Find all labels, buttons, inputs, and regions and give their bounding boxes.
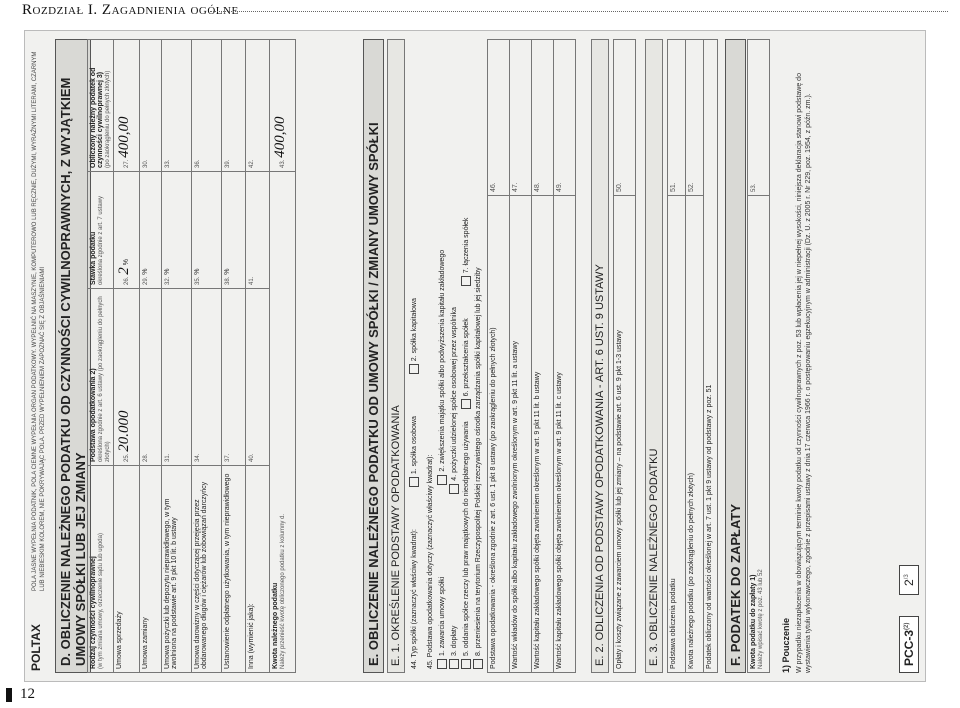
tax-cell: 33. [162, 40, 192, 172]
section-e1-title: E. 1. OKREŚLENIE PODSTAWY OPODATKOWANIA [387, 39, 405, 673]
form-brand: POLTAX [29, 624, 43, 671]
tax-cell: 27. 400,00 [114, 40, 140, 172]
base-cell: 31. [162, 289, 192, 466]
table-row [162, 40, 192, 673]
header-cell: Stawka podatku określona zgodnie z art. 7 ustawy [88, 172, 114, 289]
field-45: 45. Podstawa opodatkowania dotyczy (zaznaczyć właściwy kwadrat): 1. zawarcia umowy spółki 2. zwiększenia majątku spółki albo podwyższenia kapitału zakładowego 3. dopłaty 4. pożyczki udzielonej spółce osobowej przez wspólnika 5. oddania spółce rzeczy lub praw majątkowych do nieodpłatnego używania 6. przekształcenia spółek 7. łączenia spółek 8. przeniesienia na terytorium Rzeczypospolitej Polskiej rzeczywistego ośrodka zarządzania spółki kapitałowej lub jej siedziby [427, 217, 482, 669]
rate-cell: 26. 2 % [114, 172, 140, 289]
checkbox[interactable] [473, 659, 483, 669]
form-page-number: $2^{/3}$ [899, 565, 919, 595]
section-d-title: D. OBLICZENIE NALEŻNEGO PODATKU OD CZYNNOŚCI CYWILNOPRAWNYCH, Z WYJĄTKIEM UMOWY SPÓŁKI LUB JEJ ZMIANY [55, 39, 91, 673]
row-label: Ustanowienie odpłatnego użytkowania, w tym nieprawidłowego [222, 466, 246, 673]
rate-cell: 38. % [222, 172, 246, 289]
scanned-form [24, 30, 926, 682]
base-value: 20.000 [116, 410, 132, 452]
rate-cell: 29. % [140, 172, 162, 289]
section-e3-title: E. 3. OBLICZENIE NALEŻNEGO PODATKU [645, 39, 663, 673]
rate-value: 2 [116, 267, 132, 275]
chapter-title: Rozdział I. Zagadnienia ogólne [22, 2, 239, 18]
base-cell: 37. [222, 289, 246, 466]
tax-cell: 30. [140, 40, 162, 172]
checkbox[interactable] [437, 659, 447, 669]
checkbox[interactable] [409, 477, 419, 487]
tax-cell: 42. [246, 40, 270, 172]
pouczenie-title: 1) Pouczenie [781, 617, 791, 673]
checkbox[interactable] [461, 276, 471, 286]
header-cell: Podstawa opodatkowania 2) określona zgodnie z art. 6 ustawy (po zaokrągleniu do pełnych złotych) [88, 289, 114, 466]
page-number: 12 [20, 686, 35, 702]
header-cell: Obliczony należny podatek od czynności cywilnoprawnej 3) (po zaokrągleniu do pełnych złotych) [88, 40, 114, 172]
form-code: PCC-3$^{(2)}$ [899, 616, 919, 673]
section-f-title: F. PODATEK DO ZAPŁATY [725, 39, 746, 673]
section-e-title: E. OBLICZENIE NALEŻNEGO PODATKU OD UMOWY SPÓŁKI / ZMIANY UMOWY SPÓŁKI [363, 39, 384, 673]
section-d-header-row [88, 40, 114, 673]
form-instructions: POLA JASNE WYPEŁNIA PODATNIK, POLA CIEMNE WYPEŁNIA ORGAN PODATKOWY. WYPEŁNIĆ NA MASZYNIE, KOMPUTEROWO LUB RĘCZNIE, DUŻYMI, WYRAŹNYMI LITERAMI, CZARNYM LUB NIEBIESKIM KOLOREM, NIE POKRYWAJĄC POLA. PRZED WYPEŁNIENIEM ZAPOZNAĆ SIĘ Z OBJAŚNIENIAMI [32, 51, 46, 591]
tax-cell: 36. [192, 40, 222, 172]
total-label: Kwota należnego podatku Należy przenieść kwotę obliczonego podatku z kolumny d. [270, 172, 296, 673]
table-row: Podstawa obliczenia podatku 51. [668, 40, 686, 673]
table-row: Kwota należnego podatku (po zaokrągleniu do pełnych złotych) 52. [686, 40, 704, 673]
table-row [246, 40, 270, 673]
checkbox[interactable] [461, 399, 471, 409]
section-e1-table [487, 39, 576, 673]
rate-cell: 41. [246, 172, 270, 289]
table-row: Podatek obliczony od wartości określonej w art. 7 ust. 1 pkt 9 ustawy od podstawy z poz. 51 [704, 40, 718, 673]
section-f-table [747, 39, 770, 673]
checkbox[interactable] [409, 364, 419, 374]
tax-value: 400,00 [116, 116, 132, 158]
table-row: Podstawa opodatkowania - określona zgodnie z art. 6 ust. 1 pkt 8 ustawy (po zaokrągleniu do pełnych złotych) 46. [488, 40, 510, 673]
row-label: Umowa sprzedaży [114, 466, 140, 673]
tax-cell: 39. [222, 40, 246, 172]
checkbox[interactable] [449, 484, 459, 494]
base-cell: 28. [140, 289, 162, 466]
section-e3-table [667, 39, 718, 673]
table-row [222, 40, 246, 673]
total-row [270, 40, 296, 673]
page-header [0, 0, 960, 22]
rate-cell: 35. % [192, 172, 222, 289]
table-row [114, 40, 140, 673]
table-row: Wartość wkładów do spółki albo kapitału zakładowego zwolnionym określonym w art. 9 pkt 11 lit. a ustawy 47. [510, 40, 532, 673]
table-row: Wartość kapitału zakładowego spółki objęta zwolnieniem określonym w art. 9 pkt 11 lit. b ustawy 48. [532, 40, 554, 673]
section-d-table [87, 39, 296, 673]
total-cell: 43. 400,00 [270, 40, 296, 172]
table-row [192, 40, 222, 673]
base-cell: 34. [192, 289, 222, 466]
header-dotted-rule [210, 11, 948, 12]
total-value: 400,00 [272, 116, 288, 158]
header-cell: Rodzaj czynności cywilnoprawnej (w tym zmiana umowy, orzeczenie sądu lub ugoda) [88, 466, 114, 673]
checkbox[interactable] [449, 659, 459, 669]
section-e2-title: E. 2. ODLICZENIA OD PODSTAWY OPODATKOWANIA - ART. 6 UST. 9 USTAWY [591, 39, 609, 673]
rate-cell: 32. % [162, 172, 192, 289]
row-label: Umowa pożyczki lub depozytu nieprawidłowego, w tym zwolniona na podstawie art. 9 pkt 10 lit. b ustawy [162, 466, 192, 673]
checkbox[interactable] [437, 475, 447, 485]
base-cell: 40. [246, 289, 270, 466]
row-label: Umowa darowizny w części dotyczącej przejęcia przez obdarowanego długów i ciężarów lub zobowiązań darczyńcy [192, 466, 222, 673]
pouczenie-text: W przypadku niezapłacenia w obowiązującym terminie kwoty podatku od czynności cywilnoprawnych z poz. 53 lub wpłacenia jej w niepełnej wysokości, niniejsza deklaracja stanowi podstawę do wystawienia tytułu wykonawczego, zgodnie z przepisami ustawy z dnia 17 czerwca 1966 r. o postępowaniu egzekucyjnym w administracji (Dz. U. z 2005 r. Nr 229, poz. 1954, z późn. zm.). [796, 73, 812, 673]
row-label: Umowa zamiany [140, 466, 162, 673]
table-row: Opłaty i koszty związane z zawarciem umowy spółki lub jej zmiany – na podstawie art. 6 ust. 9 pkt 1-3 ustawy 50. [614, 40, 636, 673]
row-label: Inna (wymienić jaka): [246, 466, 270, 673]
checkbox[interactable] [461, 659, 471, 669]
field-44: 44. Typ spółki (zaznaczyć właściwy kwadrat): 1. spółka osobowa 2. spółka kapitałowa [410, 298, 418, 669]
page-number-marker [6, 688, 12, 702]
table-row: Kwota podatku do zapłaty 1) Należy wpisać kwotę z poz. 43 lub 52 53. [748, 40, 770, 673]
section-e2-table [613, 39, 636, 673]
pcc3-form-page [25, 31, 925, 681]
table-row [140, 40, 162, 673]
base-cell: 25. 20.000 [114, 289, 140, 466]
table-row: Wartość kapitału zakładowego spółki objęta zwolnieniem określonym w art. 9 pkt 11 lit. c ustawy 49. [554, 40, 576, 673]
